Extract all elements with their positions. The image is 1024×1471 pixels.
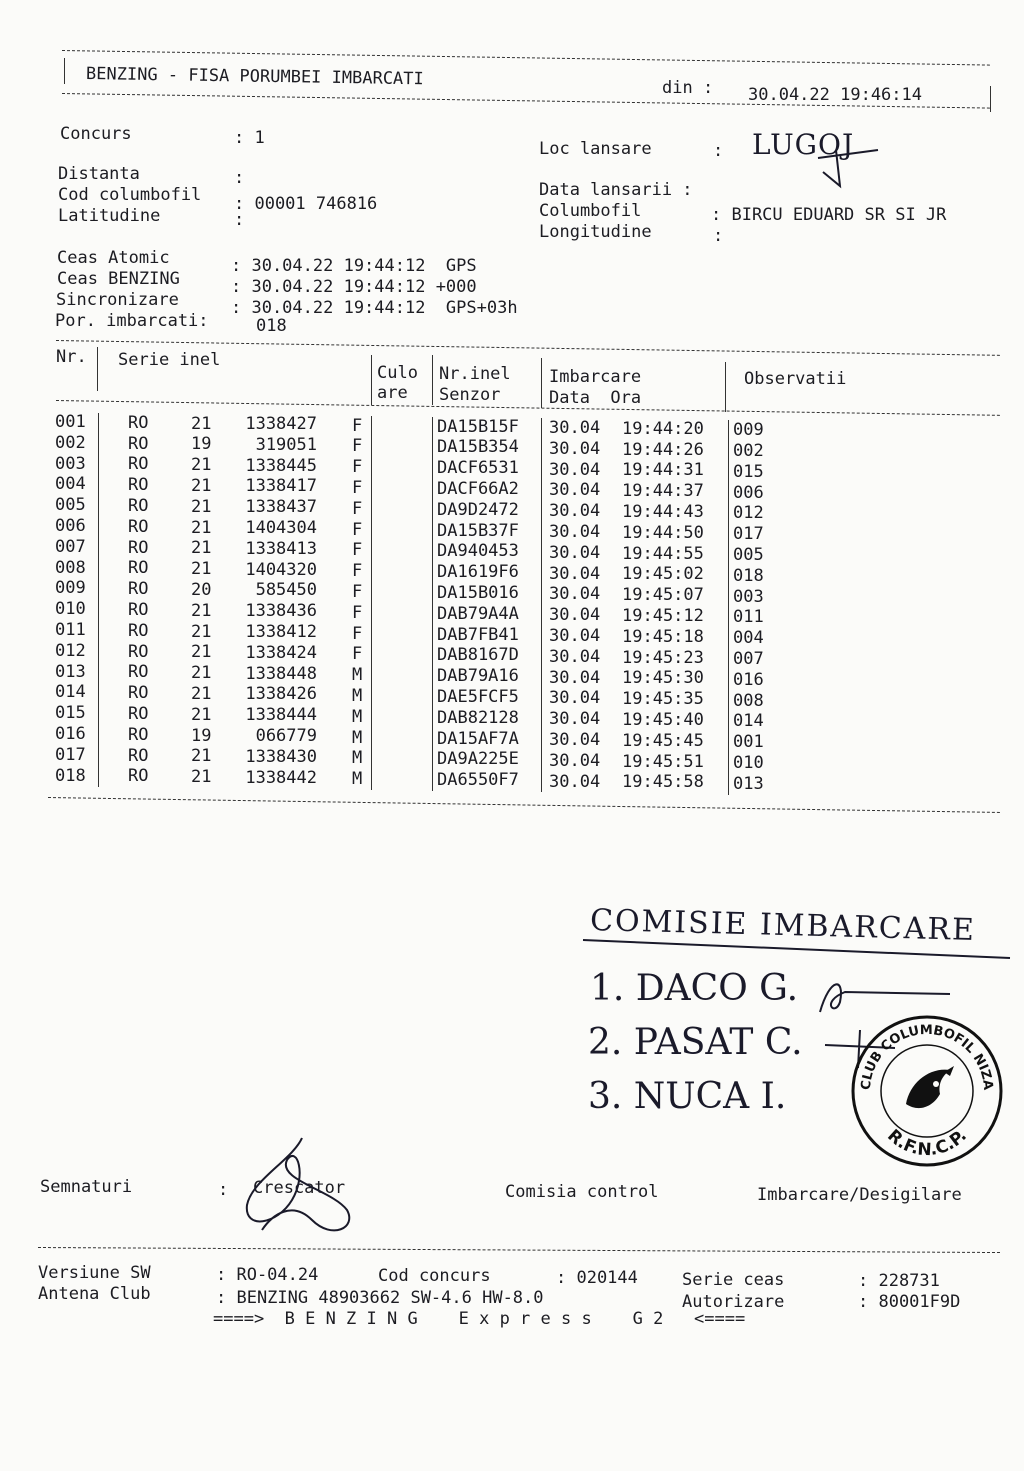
- th-nr: Nr.: [56, 347, 87, 367]
- row-sensor: DAB82128: [437, 707, 519, 728]
- row-nr: 011: [55, 620, 86, 640]
- semnaturi-label: Semnaturi: [40, 1177, 133, 1197]
- row-year: 21: [191, 476, 212, 497]
- row-date: 30.04: [549, 521, 601, 542]
- row-nr: 004: [55, 474, 86, 495]
- row-obs: 011: [733, 607, 764, 628]
- row-date: 30.04: [549, 459, 601, 480]
- row-year: 21: [191, 684, 212, 705]
- page-title: BENZING - FISA PORUMBEI IMBARCATI: [85, 64, 424, 90]
- row-nr: 013: [55, 661, 86, 682]
- row-sex: M: [352, 769, 363, 790]
- row-sex: M: [352, 685, 363, 706]
- row-obs: 014: [733, 711, 764, 732]
- committee-member-1: 1. DACO G.: [590, 968, 799, 1009]
- row-country: RO: [128, 558, 149, 579]
- row-sex: F: [352, 498, 363, 519]
- row-time: 19:45:35: [622, 689, 704, 710]
- row-ring: 1338427: [245, 414, 317, 435]
- benzing-banner: ====> B E N Z I N G E x p r e s s G 2 <====: [213, 1309, 746, 1329]
- row-country: RO: [128, 496, 149, 517]
- cod-columbofil-value: : 00001 746816: [234, 194, 378, 214]
- footer-divider: [38, 1247, 1000, 1253]
- ceas-atomic-value: : 30.04.22 19:44:12 GPS: [231, 256, 477, 276]
- row-obs: 007: [733, 648, 764, 669]
- lugoj-underline-stroke: [748, 128, 888, 192]
- row-date: 30.04: [549, 480, 601, 501]
- distanta-colon: :: [234, 168, 245, 188]
- row-time: 19:45:18: [622, 626, 704, 647]
- row-obs: 009: [733, 420, 764, 441]
- table-row: [0, 682, 1024, 711]
- row-ring: 1404304: [245, 518, 317, 539]
- row-nr: 008: [55, 557, 86, 578]
- table-row: [0, 599, 1024, 628]
- row-date: 30.04: [549, 625, 601, 646]
- crescator-label: Crescator: [253, 1178, 346, 1198]
- row-obs: 015: [733, 461, 764, 482]
- th-imbarcare-1: Imbarcare: [549, 367, 642, 387]
- row-divider: [98, 496, 99, 517]
- semnaturi-colon: :: [218, 1180, 229, 1200]
- row-date: 30.04: [549, 438, 601, 459]
- row-year: 20: [191, 580, 212, 601]
- row-nr: 014: [55, 682, 86, 703]
- header-right-border: [990, 86, 991, 112]
- row-nr: 007: [55, 536, 86, 557]
- row-sex: F: [352, 581, 363, 602]
- table-row: [0, 620, 1024, 649]
- row-divider: [98, 683, 99, 704]
- por-imbarcati-label: Por. imbarcati:: [55, 311, 209, 331]
- row-ring: 1338442: [245, 767, 317, 788]
- row-sensor: DAB8167D: [437, 645, 519, 666]
- table-row: [0, 495, 1024, 524]
- row-time: 19:45:07: [622, 585, 704, 606]
- row-divider: [98, 454, 99, 475]
- row-country: RO: [128, 600, 149, 621]
- table-row: [0, 474, 1024, 503]
- autorizare-label: Autorizare: [682, 1292, 785, 1312]
- row-sex: M: [352, 706, 363, 727]
- distanta-label: Distanta: [58, 164, 140, 184]
- row-year: 19: [191, 434, 212, 455]
- row-sensor: DA15B354: [437, 437, 519, 458]
- row-time: 19:45:45: [622, 730, 704, 751]
- row-sensor: DA940453: [437, 541, 519, 562]
- row-obs: 004: [733, 628, 764, 649]
- row-year: 21: [191, 559, 212, 580]
- table-row: [0, 661, 1024, 690]
- row-divider: [98, 517, 99, 538]
- row-obs: 013: [733, 773, 764, 794]
- row-nr: 001: [55, 412, 86, 432]
- row-time: 19:45:30: [622, 668, 704, 689]
- concurs-value: : 1: [234, 128, 265, 148]
- row-date: 30.04: [549, 688, 601, 709]
- table-row: [0, 578, 1024, 607]
- latitudine-colon: :: [234, 210, 245, 230]
- versiune-sw-label: Versiune SW: [38, 1263, 151, 1283]
- row-ring: 585450: [255, 580, 317, 601]
- row-country: RO: [128, 745, 149, 766]
- row-ring: 1338430: [245, 746, 317, 767]
- por-imbarcati-value: 018: [256, 316, 287, 336]
- columbofil-value: : BIRCU EDUARD SR SI JR: [711, 205, 947, 225]
- row-divider: [98, 433, 99, 454]
- sincronizare-label: Sincronizare: [56, 290, 179, 310]
- autorizare-value: : 80001F9D: [858, 1292, 961, 1312]
- row-ring: 1338412: [245, 622, 317, 643]
- sincronizare-value: : 30.04.22 19:44:12 GPS+03h: [231, 298, 518, 318]
- row-time: 19:44:50: [622, 522, 704, 543]
- ceas-benzing-label: Ceas BENZING: [57, 269, 180, 289]
- row-date: 30.04: [549, 542, 601, 563]
- col-divider-serie: [371, 355, 372, 405]
- row-time: 19:44:31: [622, 460, 704, 481]
- row-sensor: DA15B37F: [437, 520, 519, 541]
- row-time: 19:44:43: [622, 501, 704, 522]
- row-obs: 010: [733, 752, 764, 773]
- row-date: 30.04: [549, 729, 601, 750]
- row-obs: 012: [733, 503, 764, 524]
- row-sex: M: [352, 748, 363, 769]
- row-date: 30.04: [549, 646, 601, 667]
- table-row: [0, 412, 1024, 441]
- row-nr: 017: [55, 744, 86, 765]
- row-country: RO: [128, 724, 149, 745]
- row-sex: M: [352, 727, 363, 748]
- col-divider-nrinel: [541, 358, 542, 408]
- comisia-control-label: Comisia control: [505, 1182, 659, 1202]
- serie-ceas-value: : 228731: [858, 1271, 940, 1291]
- row-ring: 1338417: [245, 476, 317, 497]
- loc-lansare-colon: :: [713, 141, 724, 161]
- row-divider: [98, 600, 99, 621]
- row-country: RO: [128, 454, 149, 475]
- table-row: [0, 640, 1024, 669]
- row-nr: 002: [55, 432, 86, 453]
- table-bottom-border: [48, 797, 1000, 813]
- serie-ceas-label: Serie ceas: [682, 1270, 785, 1290]
- imbarcare-desigilare-label: Imbarcare/Desigilare: [757, 1185, 962, 1205]
- row-year: 21: [191, 455, 212, 476]
- row-divider: [541, 771, 542, 792]
- row-date: 30.04: [549, 584, 601, 605]
- row-sensor: DACF6531: [437, 458, 519, 479]
- club-stamp: [848, 1012, 1006, 1170]
- row-time: 19:45:40: [622, 709, 704, 730]
- row-time: 19:45:02: [622, 564, 704, 585]
- th-nrinel-1: Nr.inel: [439, 364, 511, 384]
- row-ring: 1338424: [245, 642, 317, 663]
- row-divider: [98, 579, 99, 600]
- row-ring: 1338426: [245, 684, 317, 705]
- ceas-benzing-value: : 30.04.22 19:44:12 +000: [231, 277, 477, 297]
- table-row: [0, 432, 1024, 461]
- row-country: RO: [128, 433, 149, 454]
- row-country: RO: [128, 579, 149, 600]
- row-sensor: DAB7FB41: [437, 624, 519, 645]
- row-divider: [98, 413, 99, 434]
- row-sex: F: [352, 561, 363, 582]
- row-country: RO: [128, 662, 149, 683]
- row-sensor: DA9D2472: [437, 499, 519, 520]
- row-ring: 1338448: [245, 663, 317, 684]
- header-top-border: [62, 50, 990, 66]
- row-sex: F: [352, 519, 363, 540]
- row-year: 21: [191, 538, 212, 559]
- row-time: 19:44:20: [622, 418, 704, 439]
- row-sex: F: [352, 623, 363, 644]
- row-sex: F: [352, 457, 363, 478]
- row-year: 21: [191, 663, 212, 684]
- row-nr: 005: [55, 495, 86, 516]
- table-row: [0, 536, 1024, 565]
- row-nr: 015: [55, 703, 86, 724]
- concurs-label: Concurs: [60, 124, 132, 144]
- cod-concurs-value: : 020144: [556, 1268, 638, 1288]
- row-sensor: DAB79A4A: [437, 603, 519, 624]
- row-divider: [98, 537, 99, 558]
- row-sex: F: [352, 644, 363, 665]
- row-date: 30.04: [549, 750, 601, 771]
- row-year: 21: [191, 517, 212, 538]
- row-ring: 319051: [255, 434, 317, 455]
- th-culoare-2: are: [377, 383, 408, 403]
- row-divider: [98, 662, 99, 683]
- row-year: 21: [191, 704, 212, 725]
- row-date: 30.04: [549, 501, 601, 522]
- cod-columbofil-label: Cod columbofil: [58, 185, 202, 205]
- committee-member-3: 3. NUCA I.: [588, 1076, 787, 1117]
- versiune-sw-value: : RO-04.24: [216, 1265, 319, 1285]
- row-divider: [98, 766, 99, 787]
- row-country: RO: [128, 516, 149, 537]
- row-nr: 009: [55, 578, 86, 599]
- table-row: [0, 703, 1024, 732]
- row-time: 19:45:51: [622, 751, 704, 772]
- row-ring: 1338445: [245, 455, 317, 476]
- th-imbarcare-2: Data Ora: [549, 388, 642, 408]
- row-obs: 018: [733, 565, 764, 586]
- row-country: RO: [128, 412, 149, 433]
- row-sex: M: [352, 665, 363, 686]
- row-obs: 003: [733, 586, 764, 607]
- row-date: 30.04: [549, 417, 601, 438]
- col-divider-imbarcare: [725, 362, 726, 412]
- data-lansarii-label: Data lansarii :: [539, 180, 693, 200]
- row-sex: F: [352, 602, 363, 623]
- row-nr: 012: [55, 640, 86, 661]
- row-date: 30.04: [549, 709, 601, 730]
- row-sensor: DAE5FCF5: [437, 686, 519, 707]
- row-divider: [98, 558, 99, 579]
- row-time: 19:45:23: [622, 647, 704, 668]
- row-time: 19:44:26: [622, 439, 704, 460]
- svg-text:R.F.N.C.P.: R.F.N.C.P.: [883, 1125, 971, 1161]
- col-divider-nr: [97, 347, 98, 391]
- table-row: [0, 453, 1024, 482]
- th-observatii: Observatii: [744, 369, 847, 389]
- row-date: 30.04: [549, 563, 601, 584]
- din-label: din :: [662, 78, 714, 98]
- row-year: 21: [191, 621, 212, 642]
- table-row: [0, 724, 1024, 753]
- row-obs: 001: [733, 732, 764, 753]
- table-row: [0, 516, 1024, 545]
- row-year: 19: [191, 725, 212, 746]
- row-country: RO: [128, 683, 149, 704]
- row-nr: 010: [55, 599, 86, 620]
- comisie-underline: [575, 930, 1015, 970]
- table-row: [0, 557, 1024, 586]
- row-sensor: DA9A225E: [437, 749, 519, 770]
- row-sensor: DA15B016: [437, 582, 519, 603]
- row-country: RO: [128, 641, 149, 662]
- header-left-border: [64, 58, 65, 84]
- row-time: 19:45:58: [622, 772, 704, 793]
- row-ring: 1338437: [245, 497, 317, 518]
- row-obs: 005: [733, 544, 764, 565]
- row-sensor: DA1619F6: [437, 562, 519, 583]
- row-sex: F: [352, 540, 363, 561]
- committee-member-2: 2. PASAT C.: [588, 1022, 803, 1063]
- row-sensor: DA15B15F: [437, 416, 519, 437]
- longitudine-colon: :: [713, 226, 724, 246]
- row-divider: [98, 745, 99, 766]
- row-ring: 1404320: [245, 559, 317, 580]
- row-obs: 016: [733, 669, 764, 690]
- row-sex: F: [352, 415, 363, 436]
- row-sensor: DACF66A2: [437, 478, 519, 499]
- row-divider: [728, 774, 729, 795]
- row-country: RO: [128, 620, 149, 641]
- row-nr: 018: [55, 765, 86, 786]
- row-obs: 017: [733, 524, 764, 545]
- row-country: RO: [128, 475, 149, 496]
- antena-club-value: : BENZING 48903662 SW-4.6 HW-8.0: [216, 1288, 544, 1308]
- row-time: 19:44:55: [622, 543, 704, 564]
- longitudine-label: Longitudine: [539, 222, 652, 242]
- cod-concurs-label: Cod concurs: [378, 1266, 491, 1286]
- row-year: 21: [191, 767, 212, 788]
- row-country: RO: [128, 537, 149, 558]
- loc-lansare-handwritten: LUGOJ: [752, 128, 855, 161]
- svg-text:CLUB COLUMBOFIL NIZA: CLUB COLUMBOFIL NIZA: [858, 1022, 996, 1091]
- row-ring: 1338444: [245, 705, 317, 726]
- row-time: 19:45:12: [622, 605, 704, 626]
- row-date: 30.04: [549, 771, 601, 792]
- row-divider: [432, 770, 433, 791]
- table-row: [0, 744, 1024, 773]
- columbofil-label: Columbofil: [539, 201, 642, 221]
- col-divider-culoare: [432, 355, 433, 405]
- row-country: RO: [128, 704, 149, 725]
- row-ring: 066779: [255, 726, 317, 747]
- row-date: 30.04: [549, 605, 601, 626]
- loc-lansare-label: Loc lansare: [539, 139, 652, 159]
- row-date: 30.04: [549, 667, 601, 688]
- row-divider: [98, 641, 99, 662]
- row-ring: 1338436: [245, 601, 317, 622]
- row-divider: [371, 769, 372, 790]
- row-divider: [98, 725, 99, 746]
- row-sensor: DA15AF7A: [437, 728, 519, 749]
- row-divider: [98, 704, 99, 725]
- row-year: 21: [191, 413, 212, 434]
- row-obs: 002: [733, 440, 764, 461]
- row-nr: 003: [55, 453, 86, 474]
- row-obs: 008: [733, 690, 764, 711]
- antena-club-label: Antena Club: [38, 1284, 151, 1304]
- ceas-atomic-label: Ceas Atomic: [57, 248, 170, 268]
- row-year: 21: [191, 496, 212, 517]
- row-year: 21: [191, 600, 212, 621]
- row-obs: 006: [733, 482, 764, 503]
- row-sensor: DA6550F7: [437, 770, 519, 791]
- row-nr: 016: [55, 724, 86, 744]
- row-divider: [98, 475, 99, 496]
- row-ring: 1338413: [245, 538, 317, 559]
- row-nr: 006: [55, 516, 86, 536]
- comisie-heading-handwritten: COMISIE IMBARCARE: [589, 902, 977, 949]
- th-culoare-1: Culo: [377, 363, 418, 383]
- din-value: 30.04.22 19:46:14: [748, 85, 922, 105]
- row-sex: F: [352, 477, 363, 498]
- row-sex: F: [352, 436, 363, 457]
- row-country: RO: [128, 766, 149, 787]
- latitudine-label: Latitudine: [58, 206, 161, 226]
- row-year: 21: [191, 642, 212, 663]
- crescator-signature: [232, 1130, 372, 1242]
- row-year: 21: [191, 746, 212, 767]
- row-sensor: DAB79A16: [437, 666, 519, 687]
- th-nrinel-2: Senzor: [439, 385, 501, 405]
- th-serie-inel: Serie inel: [118, 350, 221, 370]
- row-time: 19:44:37: [622, 481, 704, 502]
- table-row: [0, 765, 1024, 794]
- row-divider: [98, 621, 99, 642]
